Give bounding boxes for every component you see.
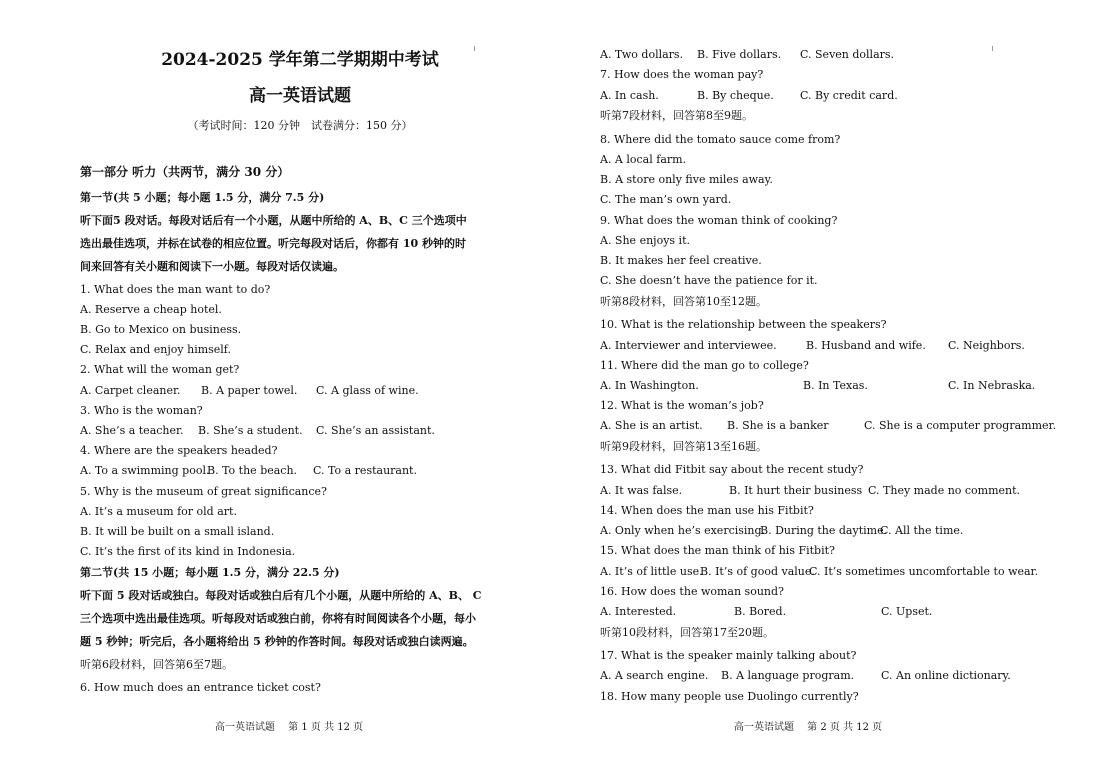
material-note: 听第10段材料，回答第17至20题。: [600, 626, 774, 639]
option: A. In cash.: [600, 89, 659, 102]
option: B. By cheque.: [697, 89, 774, 102]
option: A. It’s a museum for old art.: [80, 505, 237, 518]
option: B. Go to Mexico on business.: [80, 323, 242, 336]
exam-subtitle: 高一英语试题: [249, 86, 351, 106]
question-8: 8. Where did the tomato sauce come from?: [600, 133, 841, 146]
part-heading: 第一部分 听力（共两节，满分 30 分）: [80, 165, 290, 179]
question-15: 15. What does the man think of his Fitbit?: [600, 544, 835, 557]
question-11: 11. Where did the man go to college?: [600, 359, 809, 372]
option: A. A local farm.: [600, 153, 687, 166]
option: B. In Texas.: [803, 379, 868, 392]
question-13: 13. What did Fitbit say about the recent study?: [600, 463, 864, 476]
option: B. She’s a student.: [198, 424, 303, 437]
option: C. She is a computer programmer.: [864, 419, 1057, 432]
material-note: 听第8段材料，回答第10至12题。: [600, 295, 767, 308]
option: A. She’s a teacher.: [80, 424, 184, 437]
question-7: 7. How does the woman pay?: [600, 68, 764, 81]
instruction-line: 听下面5 段对话。每段对话后有一个小题，从题中所给的 A、B、C 三个选项中: [80, 214, 467, 227]
page-mark: [992, 46, 993, 51]
option: C. In Nebraska.: [948, 379, 1036, 392]
option: C. It’s the first of its kind in Indonesia.: [80, 545, 296, 558]
option: B. It makes her feel creative.: [600, 254, 762, 267]
exam-title: 2024-2025 学年第二学期期中考试: [161, 50, 439, 70]
option: C. Seven dollars.: [800, 48, 895, 61]
question-9: 9. What does the woman think of cooking?: [600, 214, 838, 227]
option: B. A language program.: [721, 669, 855, 682]
option: A. It’s of little use.: [600, 565, 703, 578]
option: A. A search engine.: [600, 669, 709, 682]
question-6: 6. How much does an entrance ticket cost?: [80, 681, 321, 694]
option: C. It’s sometimes uncomfortable to wear.: [809, 565, 1039, 578]
option: B. A store only five miles away.: [600, 173, 773, 186]
instruction-line: 三个选项中选出最佳选项。听每段对话或独白前，你将有时间阅读各个小题，每小: [80, 612, 476, 625]
option: C. Relax and enjoy himself.: [80, 343, 231, 356]
question-2: 2. What will the woman get?: [80, 363, 240, 376]
page-footer: 高一英语试题 第 2 页 共 12 页: [734, 722, 883, 733]
section-heading: 第一节(共 5 小题；每小题 1.5 分，满分 7.5 分): [80, 191, 325, 204]
question-1: 1. What does the man want to do?: [80, 283, 271, 296]
question-12: 12. What is the woman’s job?: [600, 399, 764, 412]
option: B. To the beach.: [207, 464, 298, 477]
option: B. It hurt their business: [729, 484, 863, 497]
option: B. Bored.: [734, 605, 787, 618]
option: C. All the time.: [880, 524, 964, 537]
material-note: 听第7段材料，回答第8至9题。: [600, 109, 753, 122]
instruction-line: 听下面 5 段对话或独白。每段对话或独白后有几个小题，从题中所给的 A、B、 C: [80, 589, 482, 602]
material-note: 听第6段材料，回答第6至7题。: [80, 658, 233, 671]
option: A. Only when he’s exercising.: [600, 524, 766, 537]
option: A. She is an artist.: [600, 419, 703, 432]
instruction-line: 选出最佳选项，并标在试卷的相应位置。听完每段对话后，你都有 10 秒钟的时: [80, 237, 466, 250]
option: C. She doesn’t have the patience for it.: [600, 274, 818, 287]
option: B. It will be built on a small island.: [80, 525, 275, 538]
option: B. It’s of good value.: [700, 565, 815, 578]
option: B. Husband and wife.: [806, 339, 926, 352]
instruction-line: 题 5 秒钟；听完后，各小题将给出 5 秒钟的作答时间。每段对话或独白读两遍。: [80, 635, 474, 648]
option: A. She enjoys it.: [600, 234, 690, 247]
option: C. The man’s own yard.: [600, 193, 732, 206]
option: C. An online dictionary.: [881, 669, 1011, 682]
question-14: 14. When does the man use his Fitbit?: [600, 504, 814, 517]
option: A. Reserve a cheap hotel.: [80, 303, 222, 316]
page-footer: 高一英语试题 第 1 页 共 12 页: [215, 722, 364, 733]
option: A. Two dollars.: [600, 48, 684, 61]
question-10: 10. What is the relationship between the speakers?: [600, 318, 887, 331]
option: A. To a swimming pool.: [80, 464, 210, 477]
question-16: 16. How does the woman sound?: [600, 585, 784, 598]
question-18: 18. How many people use Duolingo currently?: [600, 690, 859, 703]
option: B. Five dollars.: [697, 48, 782, 61]
option: A. Interviewer and interviewee.: [600, 339, 777, 352]
question-4: 4. Where are the speakers headed?: [80, 444, 278, 457]
option: C. She’s an assistant.: [316, 424, 435, 437]
option: A. Carpet cleaner.: [80, 384, 181, 397]
option: C. They made no comment.: [868, 484, 1021, 497]
material-note: 听第9段材料，回答第13至16题。: [600, 440, 767, 453]
option: C. Neighbors.: [948, 339, 1025, 352]
option: C. By credit card.: [800, 89, 898, 102]
question-3: 3. Who is the woman?: [80, 404, 203, 417]
option: B. During the daytime.: [760, 524, 888, 537]
option: B. A paper towel.: [201, 384, 298, 397]
section-heading: 第二节(共 15 小题；每小题 1.5 分，满分 22.5 分): [80, 566, 340, 579]
option: A. Interested.: [600, 605, 677, 618]
option: B. She is a banker: [727, 419, 829, 432]
option: A. In Washington.: [600, 379, 699, 392]
question-17: 17. What is the speaker mainly talking about?: [600, 649, 857, 662]
exam-info: （考试时间：120 分钟 试卷满分：150 分）: [187, 119, 413, 132]
option: C. Upset.: [881, 605, 933, 618]
question-5: 5. Why is the museum of great significance?: [80, 485, 327, 498]
option: C. To a restaurant.: [313, 464, 417, 477]
option: C. A glass of wine.: [316, 384, 419, 397]
option: A. It was false.: [600, 484, 683, 497]
instruction-line: 间来回答有关小题和阅读下一小题。每段对话仅读遍。: [80, 260, 344, 273]
